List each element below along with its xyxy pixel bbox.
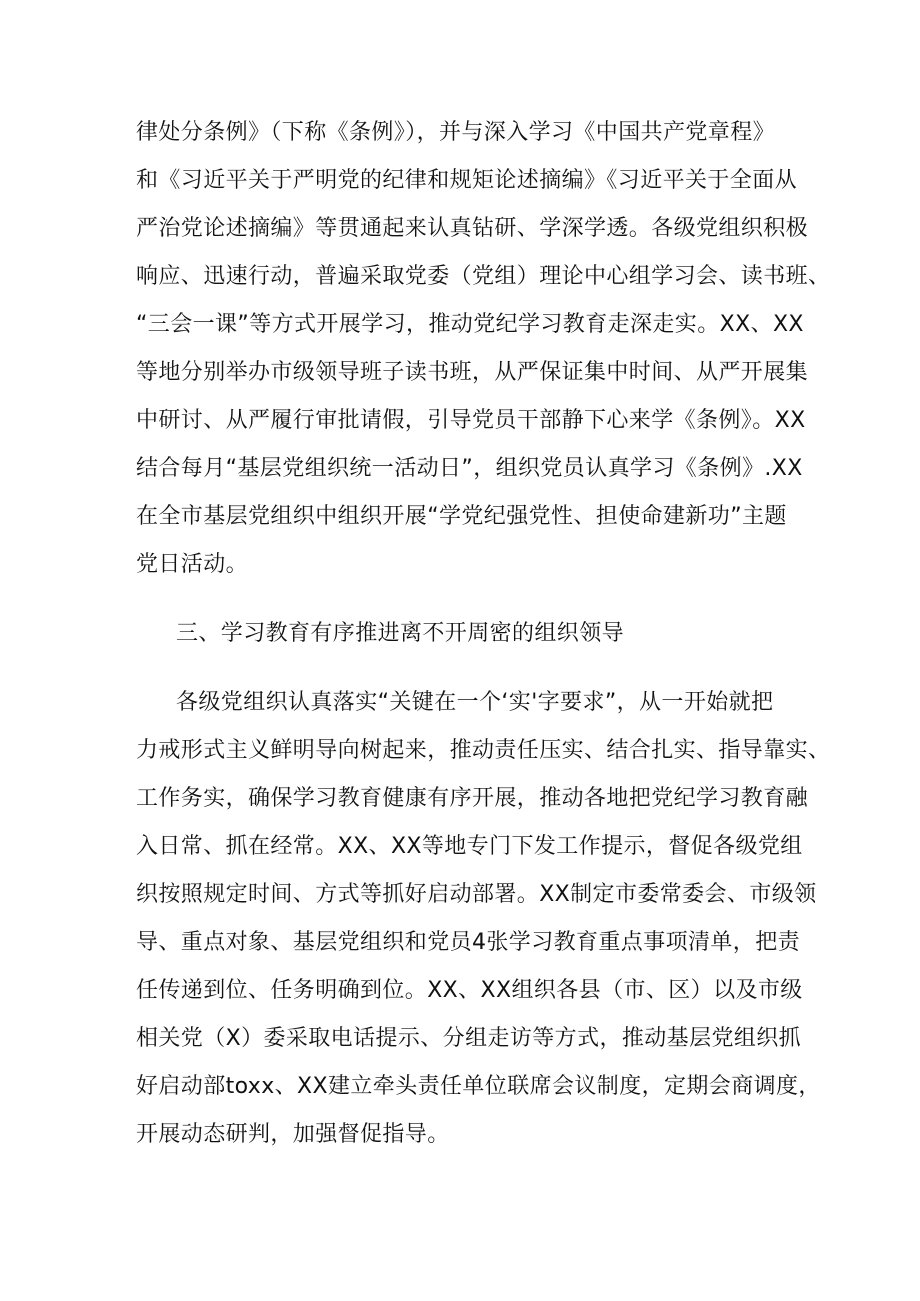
- paragraph-1-line-5: “三会一课”等方式开展学习，推动党纪学习教育走深走实。XX、XX: [136, 312, 804, 337]
- paragraph-1-line-10: 党日活动。: [136, 552, 249, 577]
- paragraph-2-line-8: 相关党（X）委采取电话提示、分组走访等方式，推动基层党组织抓: [136, 1026, 802, 1051]
- paragraph-2-line-6: 导、重点对象、基层党组织和党员4张学习教育重点事项清单，把责: [136, 930, 800, 955]
- paragraph-1-line-6: 等地分别举办市级领导班子读书班，从严保证集中时间、从严开展集: [136, 360, 809, 385]
- paragraph-1-line-9: 在全市基层党组织中组织开展“学党纪强党性、担使命建新功”主题: [136, 504, 787, 529]
- section-heading: 三、学习教育有序推进离不开周密的组织领导: [176, 621, 625, 646]
- paragraph-1-line-8: 结合每月“基层党组织统一活动日”，组织党员认真学习《条例》.XX: [136, 456, 803, 481]
- paragraph-2-line-5: 织按照规定时间、方式等抓好启动部署。XX制定市委常委会、市级领: [136, 882, 817, 907]
- paragraph-1-line-2: 和《习近平关于严明党的纪律和规矩论述摘编》《习近平关于全面从: [136, 168, 798, 193]
- paragraph-1-line-1: 律处分条例》（下称《条例》），并与深入学习《中国共产党章程》: [136, 120, 776, 145]
- paragraph-2-line-2: 力戒形式主义鲜明导向树起来，推动责任压实、结合扎实、指导靠实、: [136, 738, 831, 763]
- paragraph-2-line-4: 入日常、抓在经常。XX、XX等地专门下发工作提示，督促各级党组: [136, 834, 803, 859]
- paragraph-1-line-7: 中研讨、从严履行审批请假，引导党员干部静下心来学《条例》。XX: [136, 408, 806, 433]
- paragraph-1-line-3: 严治党论述摘编》等贯通起来认真钻研、学深学透。各级党组织积极: [136, 216, 809, 241]
- paragraph-2-line-7: 任传递到位、任务明确到位。XX、XX组织各县（市、区）以及市级: [136, 978, 803, 1003]
- paragraph-2-line-1: 各级党组织认真落实“关键在一个‘实'字要求”，从一开始就把: [176, 690, 774, 715]
- paragraph-2-line-10: 开展动态研判，加强督促指导。: [136, 1122, 450, 1147]
- paragraph-1-line-4: 响应、迅速行动，普遍采取党委（党组）理论中心组学习会、读书班、: [136, 264, 831, 289]
- paragraph-2-line-3: 工作务实，确保学习教育健康有序开展，推动各地把党纪学习教育融: [136, 786, 809, 811]
- paragraph-2-line-9: 好启动部toxx、XX建立牵头责任单位联席会议制度，定期会商调度，: [136, 1074, 821, 1099]
